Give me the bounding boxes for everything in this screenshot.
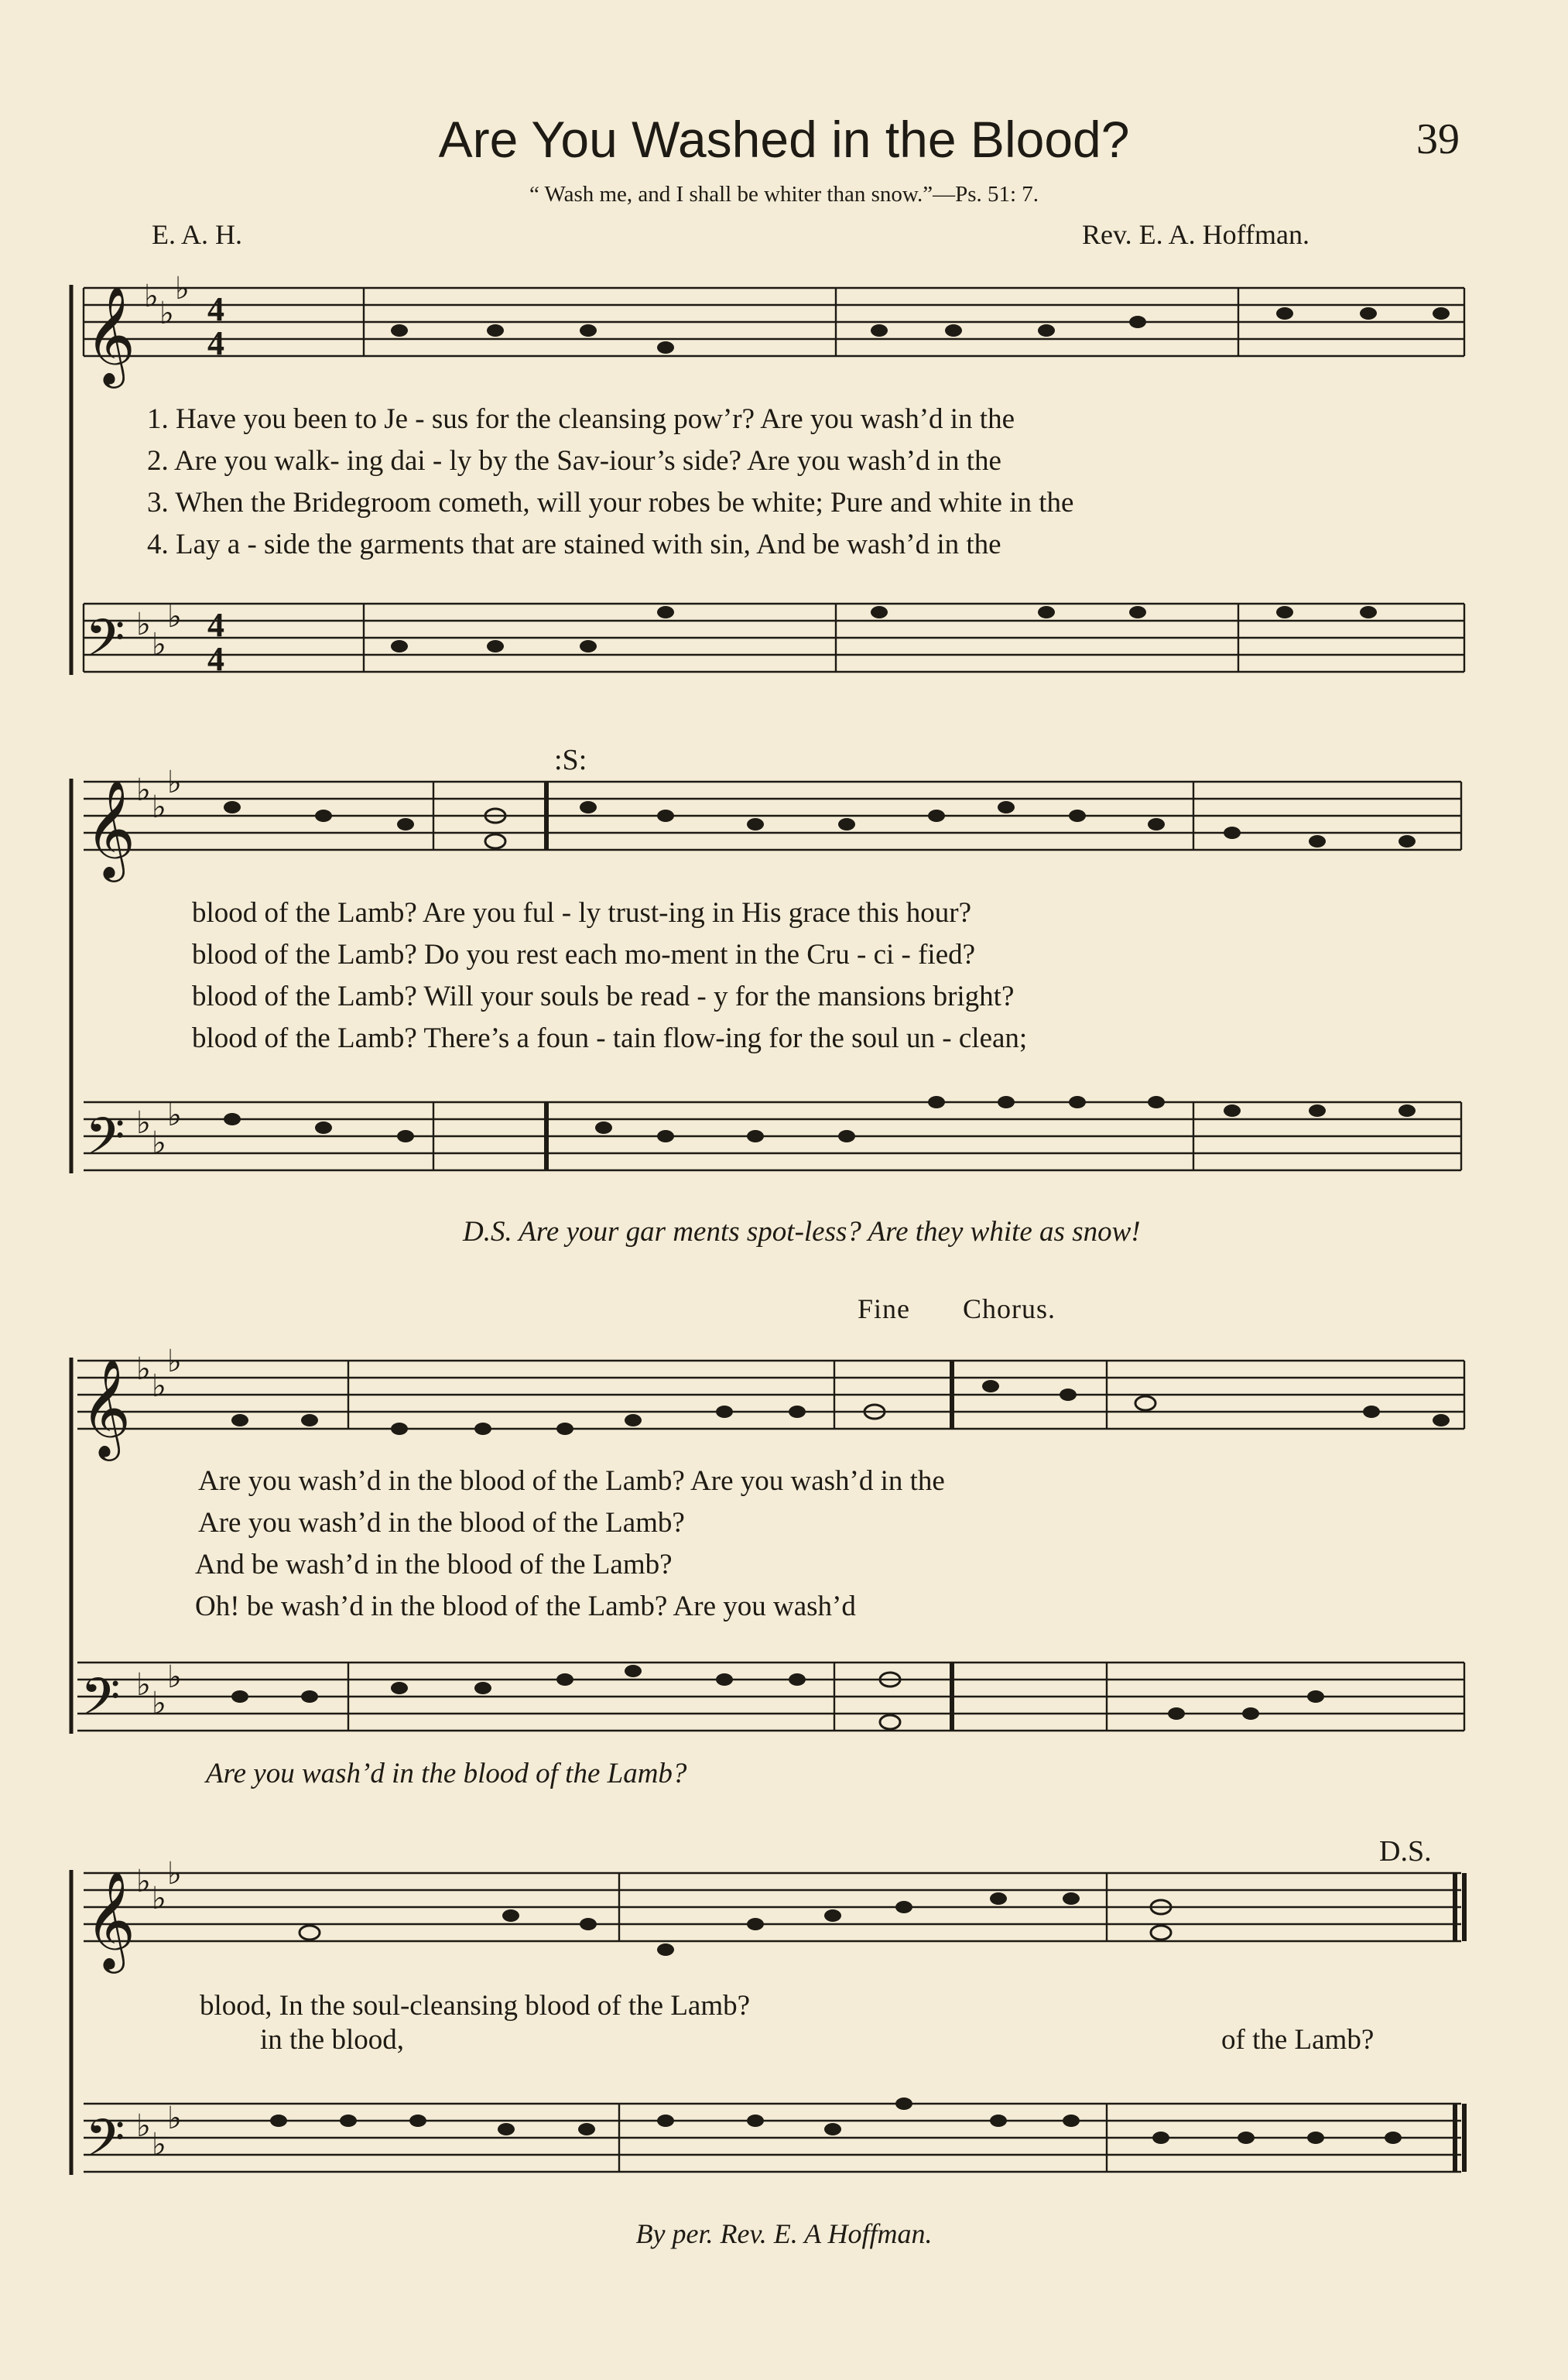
treble-clef-icon: 𝄞 (80, 1358, 132, 1457)
svg-text:4: 4 (207, 640, 224, 678)
svg-text:♭: ♭ (136, 2108, 151, 2144)
svg-text:4: 4 (207, 324, 224, 362)
svg-text:♭: ♭ (167, 1344, 182, 1379)
verse-4-line-2: blood of the Lamb? There’s a foun - tain flow-ing for the soul un - clean; (192, 1022, 1028, 1054)
bass-clef-icon: 𝄢 (80, 1667, 121, 1739)
verse-3-line-2: blood of the Lamb? Will your souls be read - y for the mansions bright? (192, 981, 1015, 1012)
final-line-1: blood, In the soul-cleansing blood of the Lamb? (200, 1990, 751, 2022)
treble-clef-icon: 𝄞 (85, 1870, 136, 1969)
svg-text:♭: ♭ (175, 271, 190, 306)
verse-1-line-2: blood of the Lamb? Are you ful - ly trust-ing in His grace this hour? (192, 897, 972, 929)
ds-lyric-line: D.S. Are your gar ments spot-less? Are they white as snow! (463, 1216, 1141, 1248)
chorus-line-4: Oh! be wash’d in the blood of the Lamb? Are you wash’d (195, 1591, 856, 1622)
verse-4-line: 4. Lay a - side the garments that are stained with sin, And be wash’d in the (147, 529, 1001, 560)
svg-text:♭: ♭ (167, 1659, 182, 1695)
final-line-2-end: of the Lamb? (1221, 2024, 1375, 2056)
chorus-line-2: Are you wash’d in the blood of the Lamb? (198, 1507, 685, 1539)
verse-2-line: 2. Are you walk- ing dai - ly by the Sav-iour’s side? Are you wash’d in the (147, 445, 1001, 477)
music-credit: Rev. E. A. Hoffman. (1082, 219, 1310, 250)
words-credit: E. A. H. (152, 219, 242, 250)
chorus-line-1: Are you wash’d in the blood of the Lamb? Are you wash’d in the (198, 1465, 945, 1497)
svg-text:♭: ♭ (152, 1368, 166, 1404)
svg-text:♭: ♭ (152, 627, 166, 663)
time-signature (207, 290, 224, 678)
svg-text:♭: ♭ (167, 599, 182, 635)
svg-text:♭: ♭ (136, 1667, 151, 1703)
svg-text:♭: ♭ (152, 1881, 166, 1916)
fine-label: Fine (858, 1293, 911, 1324)
svg-text:♭: ♭ (152, 1686, 166, 1721)
segno-sign: :S: (554, 744, 587, 776)
svg-text:♭: ♭ (167, 765, 182, 800)
verse-2-line-2: blood of the Lamb? Do you rest each mo-ment in the Cru - ci - fied? (192, 939, 976, 971)
bass-clef-icon: 𝄢 (85, 608, 125, 680)
final-line-2: in the blood, (260, 2024, 405, 2056)
svg-text:♭: ♭ (152, 789, 166, 825)
svg-text:♭: ♭ (136, 607, 151, 642)
permission-credit: By per. Rev. E. A Hoffman. (635, 2218, 933, 2249)
svg-text:♭: ♭ (167, 1098, 182, 1133)
chorus-label: Chorus. (963, 1293, 1056, 1324)
hymn-title: Are You Washed in the Blood? (438, 111, 1130, 168)
svg-text:4: 4 (207, 606, 224, 644)
verse-3-line: 3. When the Bridegroom cometh, will your robes be white; Pure and white in the (147, 487, 1074, 519)
verse-1-line: 1. Have you been to Je - sus for the cleansing pow’r? Are you wash’d in the (147, 403, 1015, 435)
chorus-line-3: And be wash’d in the blood of the Lamb? (195, 1549, 673, 1580)
bass-lyric: Are you wash’d in the blood of the Lamb? (206, 1758, 687, 1789)
svg-text:4: 4 (207, 290, 224, 328)
bass-clef-icon: 𝄢 (85, 2108, 125, 2180)
svg-text:♭: ♭ (136, 772, 151, 808)
page-number: 39 (1416, 115, 1460, 163)
treble-clef-icon: 𝄞 (85, 285, 136, 384)
ds-marker: D.S. (1379, 1835, 1432, 1868)
svg-text:♭: ♭ (167, 2101, 182, 2136)
svg-text:♭: ♭ (136, 1105, 151, 1141)
svg-text:♭: ♭ (136, 1864, 151, 1899)
clefs (80, 285, 135, 2180)
bass-clef-icon: 𝄢 (85, 1107, 125, 1179)
svg-text:♭: ♭ (136, 1351, 151, 1387)
svg-text:♭: ♭ (152, 2127, 166, 2163)
svg-text:♭: ♭ (167, 1856, 182, 1892)
epigraph: “ Wash me, and I shall be whiter than snow.”—Ps. 51: 7. (529, 182, 1039, 207)
svg-text:♭: ♭ (152, 1125, 166, 1161)
treble-clef-icon: 𝄞 (85, 779, 136, 878)
svg-text:♭: ♭ (144, 279, 159, 314)
svg-text:♭: ♭ (159, 296, 174, 331)
